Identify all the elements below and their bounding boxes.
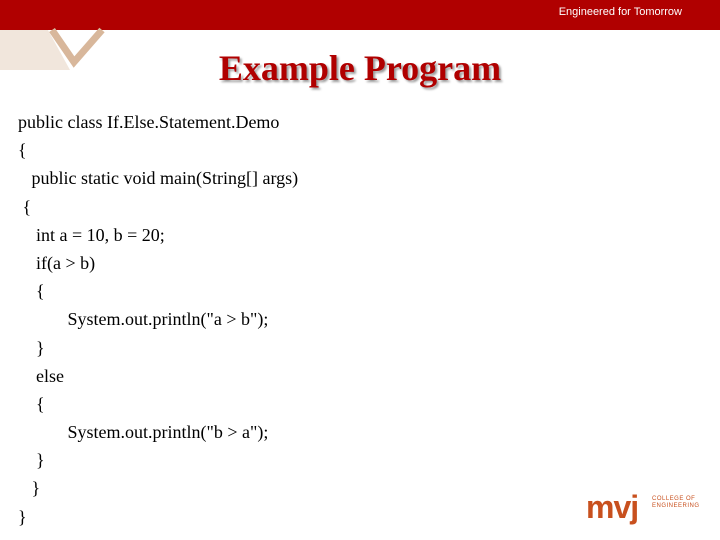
code-line: { [18, 140, 27, 161]
code-line: else [18, 365, 64, 386]
code-line: { [18, 196, 32, 217]
code-line: public static void main(String[] args) [18, 168, 299, 189]
code-block [18, 108, 298, 531]
code-line: public class If.Else.Statement.Demo [18, 112, 280, 132]
code-line: System.out.println("a > b"); [18, 309, 269, 330]
logo-text [652, 496, 700, 510]
code-line: if(a > b) [18, 252, 96, 273]
code-line: } [18, 506, 27, 527]
code-line: } [18, 337, 45, 358]
code-line: } [18, 450, 45, 471]
brand-tagline: Engineered for Tomorrow [558, 6, 682, 18]
code-line: System.out.println("b > a"); [18, 422, 269, 443]
logo-mark: mvj [586, 489, 639, 525]
logo-text-line1: COLLEGE OF [652, 496, 696, 502]
slide-title: Example Program [218, 48, 502, 88]
college-logo [586, 490, 706, 524]
code-line: { [18, 393, 45, 414]
code-line: } [18, 478, 41, 499]
code-line: { [18, 281, 45, 302]
logo-text-line2: ENGINEERING [652, 503, 700, 509]
code-line: int a = 10, b = 20; [18, 224, 165, 245]
